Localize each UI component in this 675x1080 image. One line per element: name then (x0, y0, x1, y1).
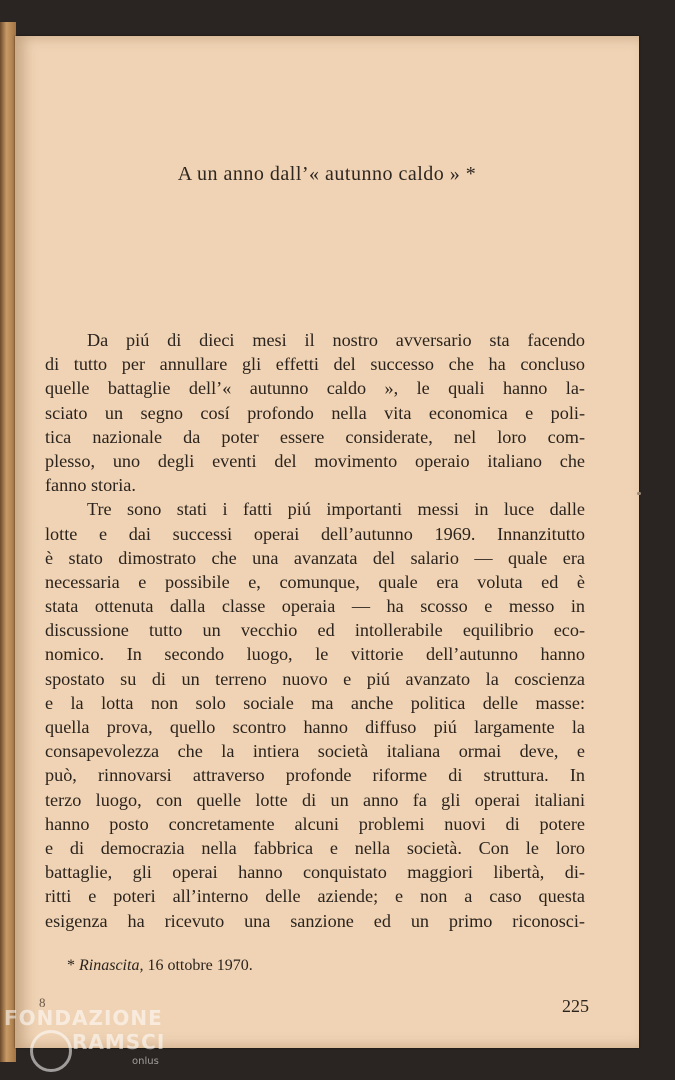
text-line: ritti e poteri all’interno delle aziende; e non a caso questa (45, 886, 585, 907)
text-line: sciato un segno cosí profondo nella vita economica e poli- (45, 402, 585, 423)
text-line: discussione tutto un vecchio ed intollerabile equilibrio eco- (45, 620, 585, 641)
footnote-date: 16 ottobre 1970. (147, 957, 253, 974)
text-line: e di democrazia nella fabbrica e nella società. Con le loro (45, 837, 585, 858)
text-line: è stato dimostrato che una avanzata del salario — quale era (45, 547, 585, 568)
text-line: lotte e dai successi operai dell’autunno 1969. Innanzitutto (45, 523, 585, 544)
watermark-line2: RAMSCI (72, 1030, 166, 1054)
text-line: battaglie, gli operai hanno conquistato maggiori libertà, di- (45, 862, 585, 883)
text-line: nomico. In secondo luogo, le vittorie dell’autunno hanno (45, 644, 585, 665)
text-line: può, rinnovarsi attraverso profonde riforme di struttura. In (45, 765, 585, 786)
text-line: Da piú di dieci mesi il nostro avversario sta facendo (87, 330, 585, 350)
watermark-suffix: onlus (132, 1056, 159, 1067)
text-line: terzo luogo, con quelle lotte di un anno fa gli operai italiani (45, 789, 585, 810)
text-line: quella prova, quello scontro hanno diffuso piú largamente la (45, 717, 585, 737)
text-line: consapevolezza che la intiera società italiana ormai deve, e (45, 741, 585, 762)
text-line: plesso, uno degli eventi del movimento operaio italiano che (45, 450, 585, 471)
footnote-marker: * (67, 957, 75, 974)
text-line: hanno posto concretamente alcuni problemi nuovi di potere (45, 813, 585, 834)
paragraph-1 (45, 328, 585, 497)
signature-mark: 8 (39, 995, 46, 1010)
text-line: necessaria e possibile e, comunque, quale era voluta ed è (45, 571, 585, 592)
book-page (15, 36, 639, 1048)
watermark-logo (4, 1006, 174, 1076)
footnote (67, 957, 253, 975)
text-line: e la lotta non solo sociale ma anche politica delle masse: (45, 692, 585, 713)
watermark-line1: FONDAZIONE (4, 1006, 163, 1030)
text-line: Tre sono stati i fatti piú importanti messi in luce dalle (87, 499, 585, 520)
book-spine (0, 22, 16, 1062)
watermark-g-circle-icon (30, 1030, 72, 1072)
text-line: tica nazionale da poter essere considerate, nel loro com- (45, 426, 585, 447)
text-line: di tutto per annullare gli effetti del successo che ha concluso (45, 354, 585, 375)
text-line: spostato su di un terreno nuovo e piú avanzato la coscienza (45, 668, 585, 689)
text-line: stata ottenuta dalla classe operaia — ha scosso e messo in (45, 596, 585, 617)
text-line: quelle battaglie dell’« autunno caldo », le quali hanno la- (45, 378, 585, 399)
text-line: esigenza ha ricevuto una sanzione ed un primo riconosci- (45, 910, 585, 931)
chapter-title: A un anno dall’« autunno caldo » * (177, 163, 477, 185)
footnote-source: Rinascita, (79, 957, 144, 974)
paper-speck (637, 492, 641, 495)
text-line: fanno storia. (45, 475, 136, 496)
paragraph-2 (45, 497, 585, 932)
page-number: 225 (562, 996, 589, 1016)
body-text (45, 328, 585, 933)
